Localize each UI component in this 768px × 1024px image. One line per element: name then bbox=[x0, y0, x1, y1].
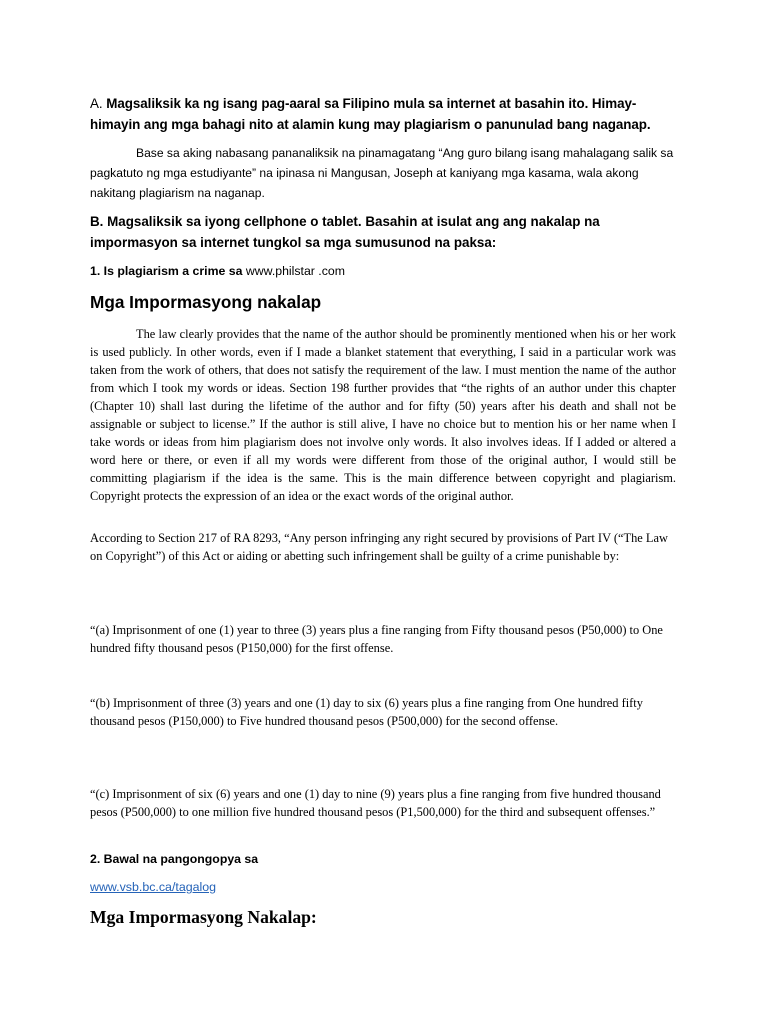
item-1-source: www.philstar .com bbox=[245, 264, 345, 278]
penalty-a: “(a) Imprisonment of one (1) year to three (3) years plus a fine ranging from Fifty thousand pesos (P50,000) to One hundred fifty thousand pesos (P150,000) for the first offense. bbox=[90, 623, 663, 655]
section-a-answer: Base sa aking nabasang pananaliksik na pinamagatang “Ang guro bilang isang mahalagang salik sa pagkatuto ng mga estudiyante” na ipinasa ni Mangusan, Joseph at kaniyang mga kasama, wala akong nakitang plagiarism na naganap. bbox=[90, 146, 674, 200]
paragraph-law: The law clearly provides that the name of the author should be prominently mentioned when his or her work is used publicly. In other words, even if I made a blanket statement that everything, I said in a particular work was taken from the work of others, that does not satisfy the requirement of the law. I must mention the name of the author from which I took my words or ideas. Section 198 further provides that “the rights of an author under this chapter (Chapter 10) shall last during the lifetime of the author and for fifty (50) years after his death and shall not be assignable or subject to license.” If the author is still alive, I have no choice but to mention his or her name when I take words or ideas from him plagiarism does not involve only words. It also involves ideas. If I added or altered a word here or there, or even if all my words were different from those of the original author, I would still be committing plagiarism if the idea is the same. This is the main difference between copyright and plagiarism. Copyright protects the expression of an idea or the exact words of the original author. bbox=[90, 327, 676, 503]
section-b-question: B. Magsaliksik sa iyong cellphone o tablet. Basahin at isulat ang ang nakalap na impormasyon sa internet tungkol sa mga sumusunod na paksa: bbox=[90, 214, 600, 250]
penalty-c: “(c) Imprisonment of six (6) years and one (1) day to nine (9) years plus a fine ranging from five hundred thousand pesos (P500,000) to one million five hundred thousand pesos (P1,500,000) for the third and subsequent offenses.” bbox=[90, 787, 661, 819]
section-a-label: A. bbox=[90, 96, 103, 111]
item-1 bbox=[90, 263, 680, 279]
heading-impormasyong-nakalap-2: Mga Impormasyong Nakalap: bbox=[90, 907, 317, 927]
item-1-label: 1. Is plagiarism a crime sa bbox=[90, 264, 243, 278]
section-a-question-text: Magsaliksik ka ng isang pag-aaral sa Filipino mula sa internet at basahin ito. Himay-himayin ang mga bahagi nito at alamin kung may plagiarism o panunulad bang naganap. bbox=[90, 96, 651, 132]
heading-impormasyong-nakalap: Mga Impormasyong nakalap bbox=[90, 292, 322, 312]
vsb-link[interactable]: www.vsb.bc.ca/tagalog bbox=[90, 880, 217, 894]
item-2-label: 2. Bawal na pangongopya sa bbox=[90, 852, 259, 866]
penalty-b: “(b) Imprisonment of three (3) years and one (1) day to six (6) years plus a fine ranging from One hundred fifty thousand pesos (P150,000) to Five hundred thousand pesos (P500,000) for the second offense. bbox=[90, 696, 643, 728]
paragraph-section-217: According to Section 217 of RA 8293, “Any person infringing any right secured by provisions of Part IV (“The Law on Copyright”) of this Act or aiding or abetting such infringement shall be guilty of a crime punishable by: bbox=[90, 531, 668, 563]
section-a-question bbox=[90, 93, 680, 135]
